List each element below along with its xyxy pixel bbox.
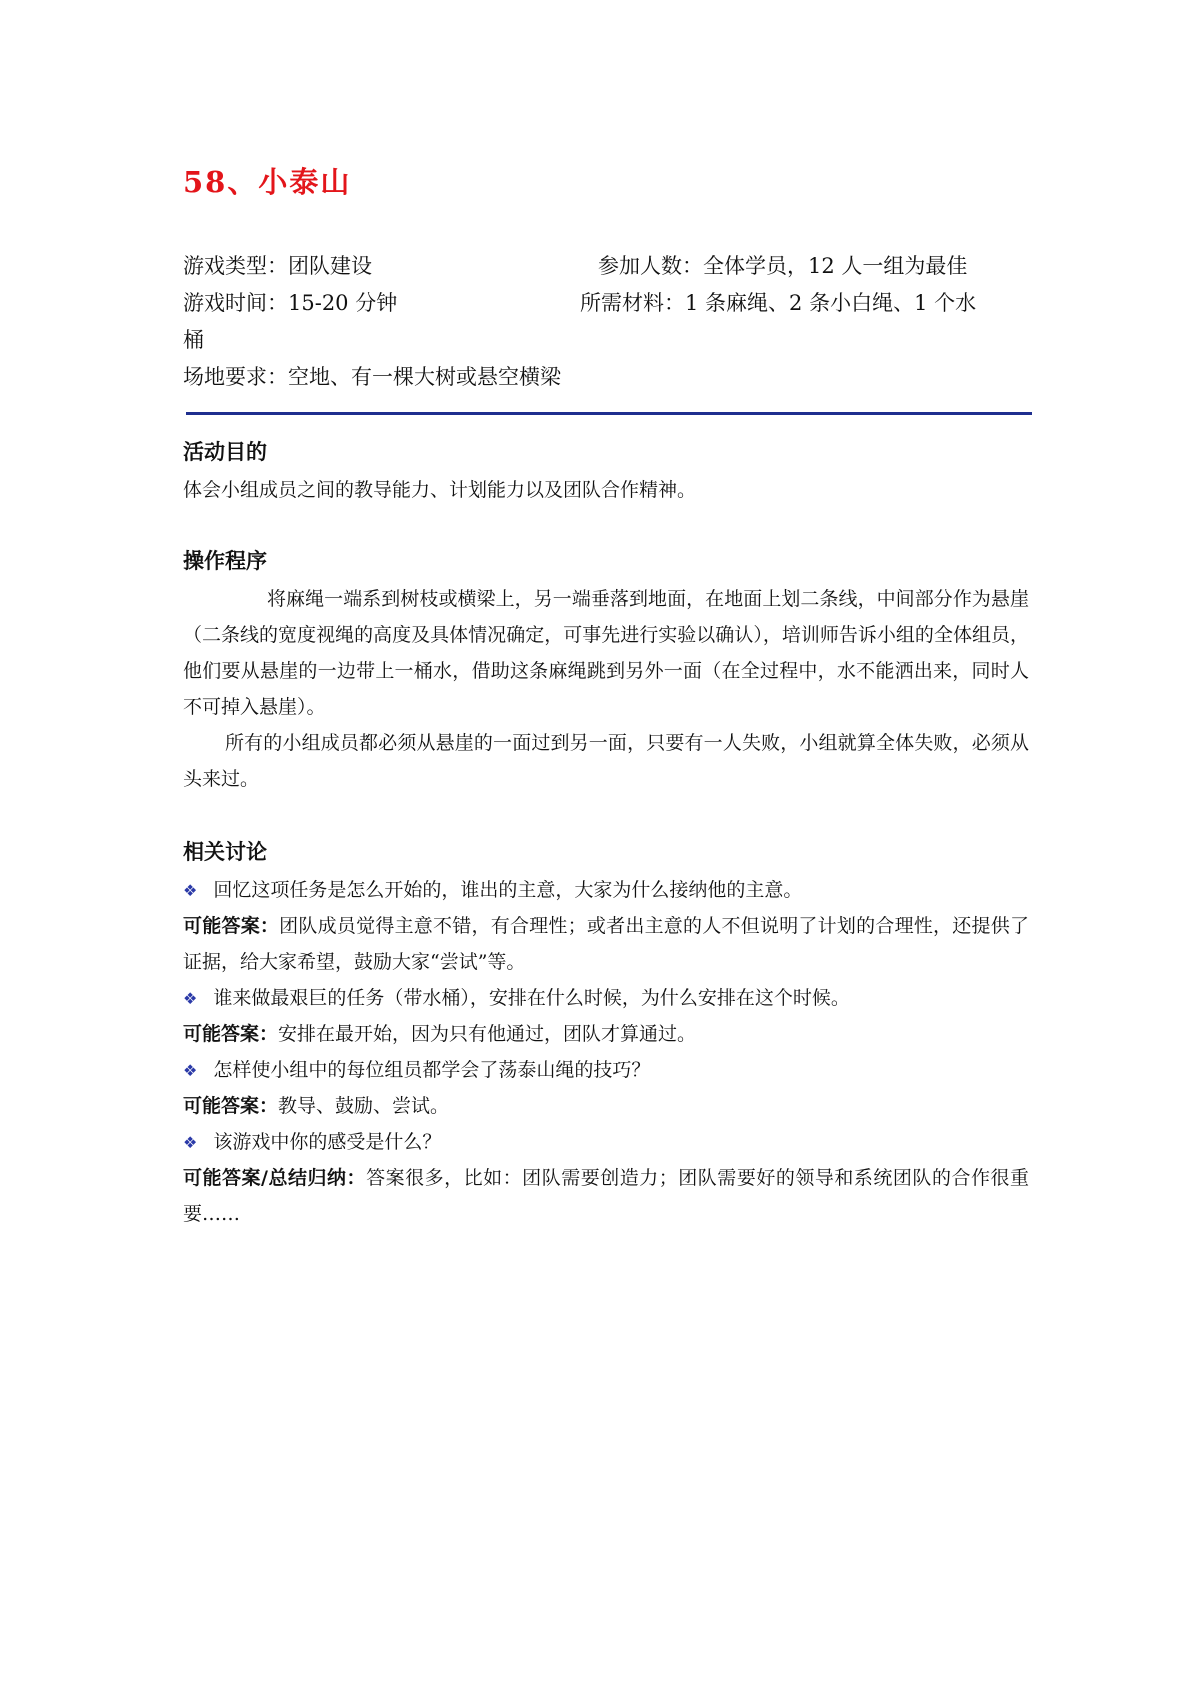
procedure-heading: 操作程序 [183,549,267,573]
answer-label: 可能答案： [183,1095,279,1117]
answer-text: 答案很多，比如：团队需要创造力；团队需要好的领导和系统团队的合作很重要…… [183,1167,1029,1225]
diamond-bullet-icon: ❖ [183,1133,198,1152]
game-time: 游戏时间：15-20 分钟 [183,291,398,315]
discussion-answer [183,1088,1029,1124]
answer-text: 安排在最开始，因为只有他通过，团队才算通过。 [278,1023,697,1045]
answer-label: 可能答案： [183,1023,279,1045]
procedure-paragraph-2: 所有的小组成员都必须从悬崖的一面过到另一面，只要有一人失败，小组就算全体失败，必须从头来过。 [183,732,1029,790]
question-text: 谁来做最艰巨的任务（带水桶），安排在什么时候，为什么安排在这个时候。 [213,987,850,1009]
question-text: 怎样使小组中的每位组员都学会了荡泰山绳的技巧？ [213,1059,651,1081]
discussion-question [183,872,1029,909]
section-divider [186,412,1032,415]
answer-label: 可能答案/总结归纳： [183,1167,367,1189]
discussion-question [183,980,1029,1017]
venue: 场地要求：空地、有一棵大树或悬空横梁 [183,365,561,389]
purpose-heading: 活动目的 [183,440,267,464]
answer-text: 教导、鼓励、尝试。 [278,1095,450,1117]
materials: 所需材料：1 条麻绳、2 条小白绳、1 个水 [580,291,977,315]
diamond-bullet-icon: ❖ [183,1061,198,1080]
discussion-answer [183,908,1029,980]
discussion-question [183,1052,1029,1089]
diamond-bullet-icon: ❖ [183,881,198,900]
diamond-bullet-icon: ❖ [183,989,198,1008]
purpose-text: 体会小组成员之间的教导能力、计划能力以及团队合作精神。 [183,479,697,501]
discussion-answer [183,1016,1029,1052]
materials-continued: 桶 [183,328,204,352]
discussion-question [183,1124,1029,1161]
page-title: 58、小泰山 [183,165,352,199]
discussion-heading: 相关讨论 [183,840,267,864]
discussion-answer [183,1160,1029,1232]
participants: 参加人数：全体学员，12 人一组为最佳 [598,254,968,278]
answer-text: 团队成员觉得主意不错，有合理性；或者出主意的人不但说明了计划的合理性，还提供了证据，给大家希望，鼓励大家“尝试”等。 [183,915,1029,973]
question-text: 该游戏中你的感受是什么？ [213,1131,442,1153]
procedure-paragraph-1: 将麻绳一端系到树枝或横梁上，另一端垂落到地面，在地面上划二条线，中间部分作为悬崖（二条线的宽度视绳的高度及具体情况确定，可事先进行实验以确认），培训师告诉小组的全体组员，他们要从悬崖的一边带上一桶水，借助这条麻绳跳到另外一面（在全过程中，水不能洒出来，同时人不可掉入悬崖）。 [183,588,1029,718]
answer-label: 可能答案： [183,915,280,937]
game-type: 游戏类型：团队建设 [183,254,372,278]
question-text: 回忆这项任务是怎么开始的，谁出的主意，大家为什么接纳他的主意。 [213,879,803,901]
